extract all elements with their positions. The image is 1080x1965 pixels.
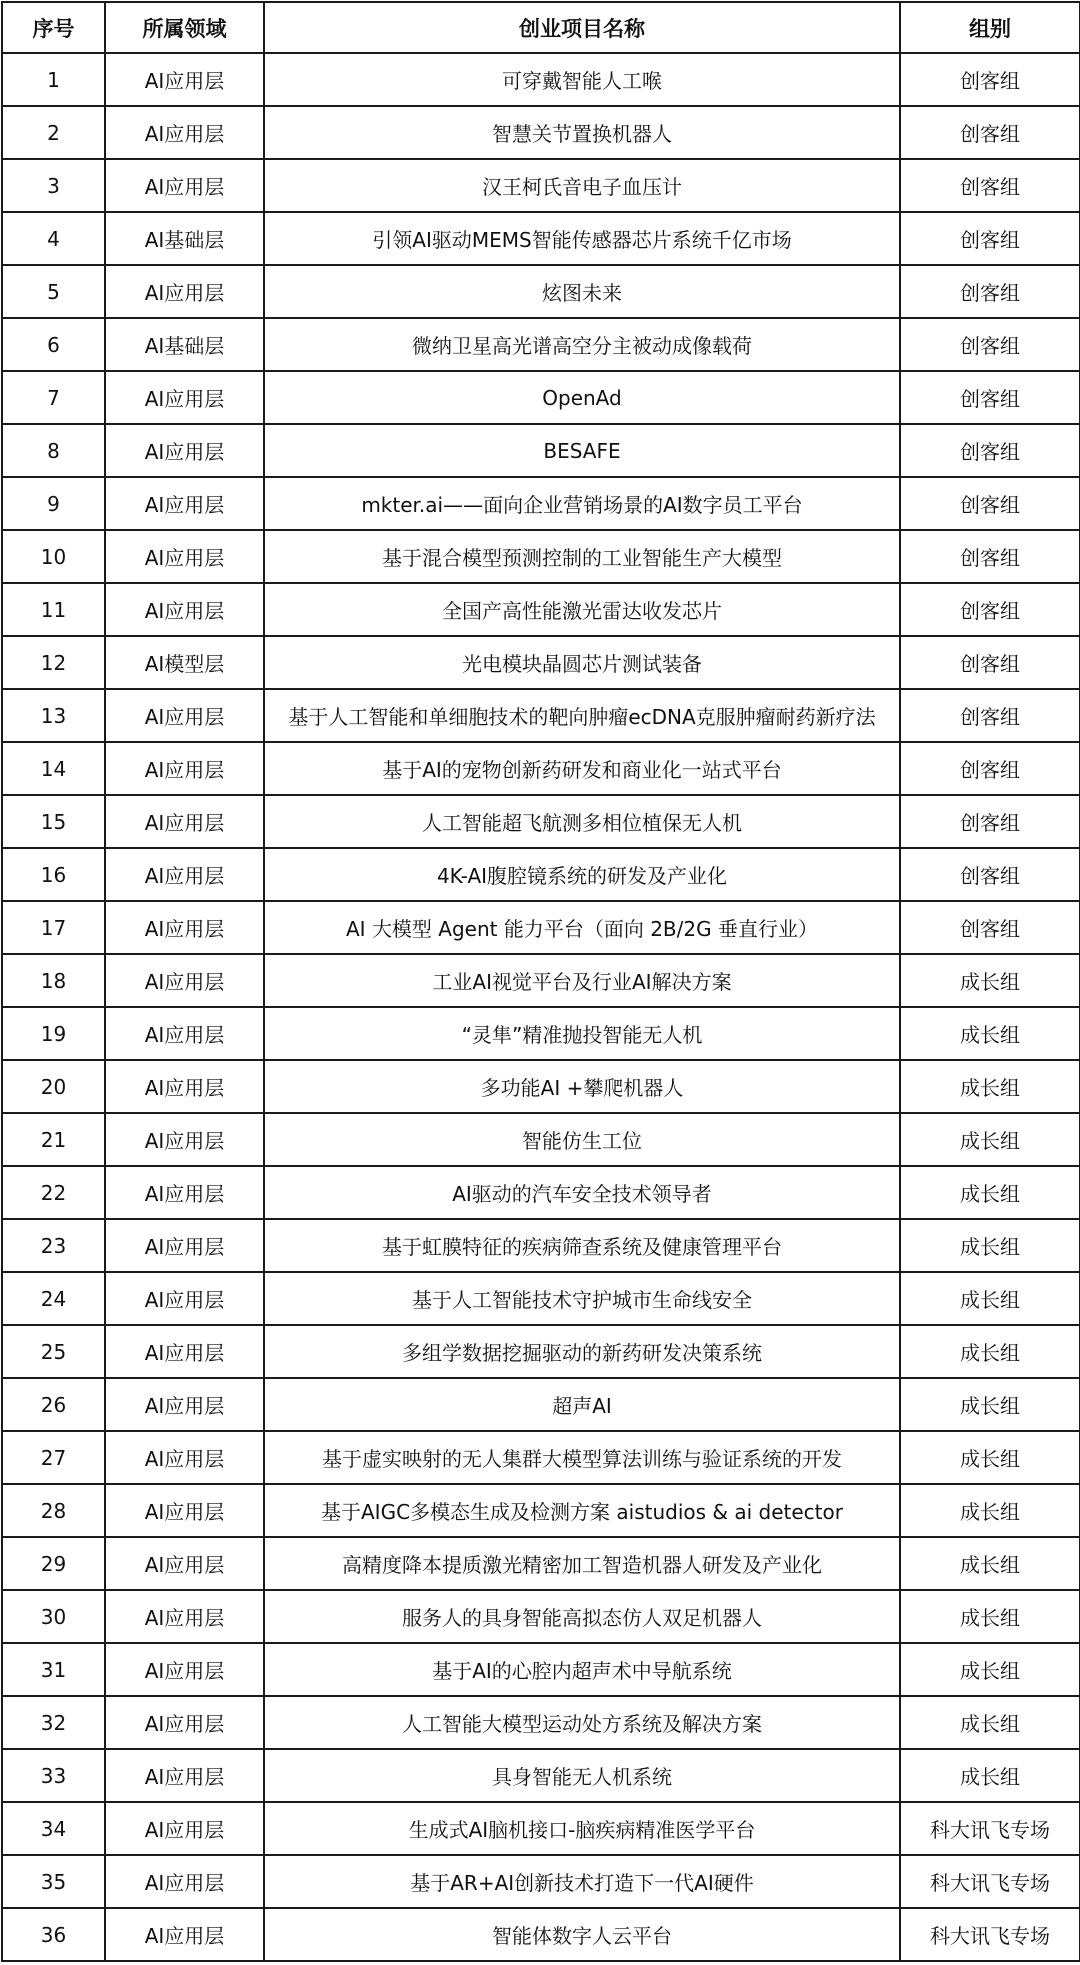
cell-no: 13 [2,689,105,742]
cell-field: AI应用层 [105,1272,264,1325]
cell-group: 成长组 [900,1749,1080,1802]
cell-project-name: 基于人工智能和单细胞技术的靶向肿瘤ecDNA克服肿瘤耐药新疗法 [264,689,900,742]
table-row [2,212,1080,265]
table-row [2,795,1080,848]
cell-no: 27 [2,1431,105,1484]
cell-field: AI应用层 [105,265,264,318]
cell-field: AI应用层 [105,1696,264,1749]
cell-group: 成长组 [900,1219,1080,1272]
cell-group: 创客组 [900,265,1080,318]
cell-no: 22 [2,1166,105,1219]
cell-project-name: AI 大模型 Agent 能力平台（面向 2B/2G 垂直行业） [264,901,900,954]
table-row [2,477,1080,530]
cell-no: 19 [2,1007,105,1060]
cell-project-name: 基于人工智能技术守护城市生命线安全 [264,1272,900,1325]
cell-group: 成长组 [900,1484,1080,1537]
cell-project-name: 引领AI驱动MEMS智能传感器芯片系统千亿市场 [264,212,900,265]
cell-group: 创客组 [900,901,1080,954]
cell-project-name: 基于AIGC多模态生成及检测方案 aistudios & ai detector [264,1484,900,1537]
cell-field: AI应用层 [105,106,264,159]
cell-field: AI应用层 [105,1908,264,1961]
cell-field: AI应用层 [105,583,264,636]
cell-project-name: 智慧关节置换机器人 [264,106,900,159]
table-row [2,1325,1080,1378]
cell-no: 7 [2,371,105,424]
cell-project-name: mkter.ai——面向企业营销场景的AI数字员工平台 [264,477,900,530]
cell-group: 成长组 [900,954,1080,1007]
table-header-row [2,2,1080,53]
cell-field: AI基础层 [105,318,264,371]
project-table [1,1,1080,1962]
cell-group: 成长组 [900,1272,1080,1325]
cell-group: 成长组 [900,1378,1080,1431]
cell-field: AI应用层 [105,795,264,848]
table-row [2,1696,1080,1749]
cell-no: 11 [2,583,105,636]
cell-no: 30 [2,1590,105,1643]
cell-project-name: 炫图未来 [264,265,900,318]
cell-field: AI应用层 [105,954,264,1007]
cell-project-name: 基于虚实映射的无人集群大模型算法训练与验证系统的开发 [264,1431,900,1484]
table-row [2,742,1080,795]
cell-project-name: 基于AR+AI创新技术打造下一代AI硬件 [264,1855,900,1908]
table-row [2,848,1080,901]
table-row [2,1855,1080,1908]
cell-group: 成长组 [900,1325,1080,1378]
table-row [2,1219,1080,1272]
cell-field: AI应用层 [105,1643,264,1696]
cell-project-name: 全国产高性能激光雷达收发芯片 [264,583,900,636]
cell-field: AI应用层 [105,1060,264,1113]
header-group: 组别 [900,2,1080,53]
cell-project-name: 人工智能大模型运动处方系统及解决方案 [264,1696,900,1749]
table-row [2,1802,1080,1855]
cell-field: AI应用层 [105,477,264,530]
cell-field: AI应用层 [105,530,264,583]
cell-field: AI应用层 [105,1590,264,1643]
cell-group: 创客组 [900,848,1080,901]
cell-group: 成长组 [900,1643,1080,1696]
cell-project-name: 光电模块晶圆芯片测试装备 [264,636,900,689]
cell-project-name: 服务人的具身智能高拟态仿人双足机器人 [264,1590,900,1643]
cell-no: 14 [2,742,105,795]
table-row [2,1378,1080,1431]
cell-no: 5 [2,265,105,318]
cell-group: 创客组 [900,742,1080,795]
table-row [2,954,1080,1007]
cell-project-name: 多功能AI +攀爬机器人 [264,1060,900,1113]
table-row [2,1060,1080,1113]
cell-field: AI应用层 [105,1378,264,1431]
cell-group: 创客组 [900,795,1080,848]
cell-field: AI应用层 [105,1484,264,1537]
cell-project-name: AI驱动的汽车安全技术领导者 [264,1166,900,1219]
cell-group: 创客组 [900,477,1080,530]
cell-field: AI应用层 [105,1219,264,1272]
cell-no: 17 [2,901,105,954]
table-row [2,1484,1080,1537]
cell-project-name: 汉王柯氏音电子血压计 [264,159,900,212]
table-row [2,106,1080,159]
cell-no: 31 [2,1643,105,1696]
cell-field: AI基础层 [105,212,264,265]
cell-no: 34 [2,1802,105,1855]
cell-field: AI应用层 [105,689,264,742]
cell-project-name: 基于AI的心腔内超声术中导航系统 [264,1643,900,1696]
cell-no: 16 [2,848,105,901]
cell-project-name: 可穿戴智能人工喉 [264,53,900,106]
table-row [2,1537,1080,1590]
cell-project-name: 高精度降本提质激光精密加工智造机器人研发及产业化 [264,1537,900,1590]
cell-no: 1 [2,53,105,106]
cell-project-name: 智能仿生工位 [264,1113,900,1166]
table-row [2,689,1080,742]
cell-group: 创客组 [900,53,1080,106]
cell-group: 成长组 [900,1060,1080,1113]
cell-no: 21 [2,1113,105,1166]
cell-group: 创客组 [900,424,1080,477]
cell-project-name: 基于混合模型预测控制的工业智能生产大模型 [264,530,900,583]
table-row [2,1590,1080,1643]
cell-no: 26 [2,1378,105,1431]
table-row [2,371,1080,424]
cell-no: 8 [2,424,105,477]
cell-no: 29 [2,1537,105,1590]
table-row [2,1643,1080,1696]
cell-no: 28 [2,1484,105,1537]
cell-no: 36 [2,1908,105,1961]
cell-project-name: OpenAd [264,371,900,424]
cell-no: 2 [2,106,105,159]
table-row [2,159,1080,212]
table-row [2,265,1080,318]
table-row [2,1749,1080,1802]
cell-no: 6 [2,318,105,371]
cell-project-name: 基于AI的宠物创新药研发和商业化一站式平台 [264,742,900,795]
cell-group: 成长组 [900,1537,1080,1590]
cell-field: AI应用层 [105,1855,264,1908]
cell-no: 18 [2,954,105,1007]
table-row [2,1007,1080,1060]
cell-group: 科大讯飞专场 [900,1855,1080,1908]
cell-group: 科大讯飞专场 [900,1802,1080,1855]
cell-group: 成长组 [900,1590,1080,1643]
table-row [2,1166,1080,1219]
cell-group: 科大讯飞专场 [900,1908,1080,1961]
cell-field: AI应用层 [105,1007,264,1060]
cell-no: 23 [2,1219,105,1272]
cell-group: 创客组 [900,371,1080,424]
cell-field: AI应用层 [105,848,264,901]
cell-group: 创客组 [900,689,1080,742]
cell-field: AI应用层 [105,742,264,795]
cell-group: 创客组 [900,318,1080,371]
table-row [2,901,1080,954]
table-row [2,318,1080,371]
cell-field: AI应用层 [105,1166,264,1219]
cell-project-name: 微纳卫星高光谱高空分主被动成像载荷 [264,318,900,371]
cell-field: AI模型层 [105,636,264,689]
table-row [2,1113,1080,1166]
cell-project-name: 工业AI视觉平台及行业AI解决方案 [264,954,900,1007]
table-row [2,583,1080,636]
cell-no: 24 [2,1272,105,1325]
cell-group: 成长组 [900,1696,1080,1749]
cell-field: AI应用层 [105,1802,264,1855]
header-field: 所属领域 [105,2,264,53]
cell-no: 32 [2,1696,105,1749]
table-row [2,1431,1080,1484]
cell-field: AI应用层 [105,1113,264,1166]
cell-group: 成长组 [900,1166,1080,1219]
cell-group: 创客组 [900,636,1080,689]
cell-group: 成长组 [900,1007,1080,1060]
cell-project-name: 人工智能超飞航测多相位植保无人机 [264,795,900,848]
cell-project-name: 具身智能无人机系统 [264,1749,900,1802]
cell-no: 4 [2,212,105,265]
cell-group: 成长组 [900,1431,1080,1484]
cell-group: 成长组 [900,1113,1080,1166]
table-row [2,636,1080,689]
cell-field: AI应用层 [105,371,264,424]
cell-project-name: 生成式AI脑机接口-脑疾病精准医学平台 [264,1802,900,1855]
header-project-name: 创业项目名称 [264,2,900,53]
cell-field: AI应用层 [105,1537,264,1590]
cell-project-name: 智能体数字人云平台 [264,1908,900,1961]
cell-project-name: “灵隼”精准抛投智能无人机 [264,1007,900,1060]
cell-no: 12 [2,636,105,689]
cell-project-name: 多组学数据挖掘驱动的新药研发决策系统 [264,1325,900,1378]
cell-no: 15 [2,795,105,848]
table-row [2,424,1080,477]
cell-no: 35 [2,1855,105,1908]
table-row [2,530,1080,583]
cell-no: 25 [2,1325,105,1378]
cell-no: 3 [2,159,105,212]
cell-group: 创客组 [900,212,1080,265]
cell-field: AI应用层 [105,424,264,477]
table-row [2,1908,1080,1961]
cell-field: AI应用层 [105,1749,264,1802]
cell-field: AI应用层 [105,1431,264,1484]
cell-project-name: 超声AI [264,1378,900,1431]
cell-no: 9 [2,477,105,530]
cell-group: 创客组 [900,530,1080,583]
cell-field: AI应用层 [105,901,264,954]
cell-group: 创客组 [900,159,1080,212]
cell-group: 创客组 [900,583,1080,636]
cell-no: 20 [2,1060,105,1113]
cell-project-name: 4K-AI腹腔镜系统的研发及产业化 [264,848,900,901]
cell-field: AI应用层 [105,159,264,212]
cell-field: AI应用层 [105,1325,264,1378]
cell-no: 10 [2,530,105,583]
table-body [2,53,1080,1961]
table-row [2,1272,1080,1325]
cell-project-name: BESAFE [264,424,900,477]
header-no: 序号 [2,2,105,53]
table-row [2,53,1080,106]
cell-field: AI应用层 [105,53,264,106]
cell-group: 创客组 [900,106,1080,159]
cell-no: 33 [2,1749,105,1802]
cell-project-name: 基于虹膜特征的疾病筛查系统及健康管理平台 [264,1219,900,1272]
